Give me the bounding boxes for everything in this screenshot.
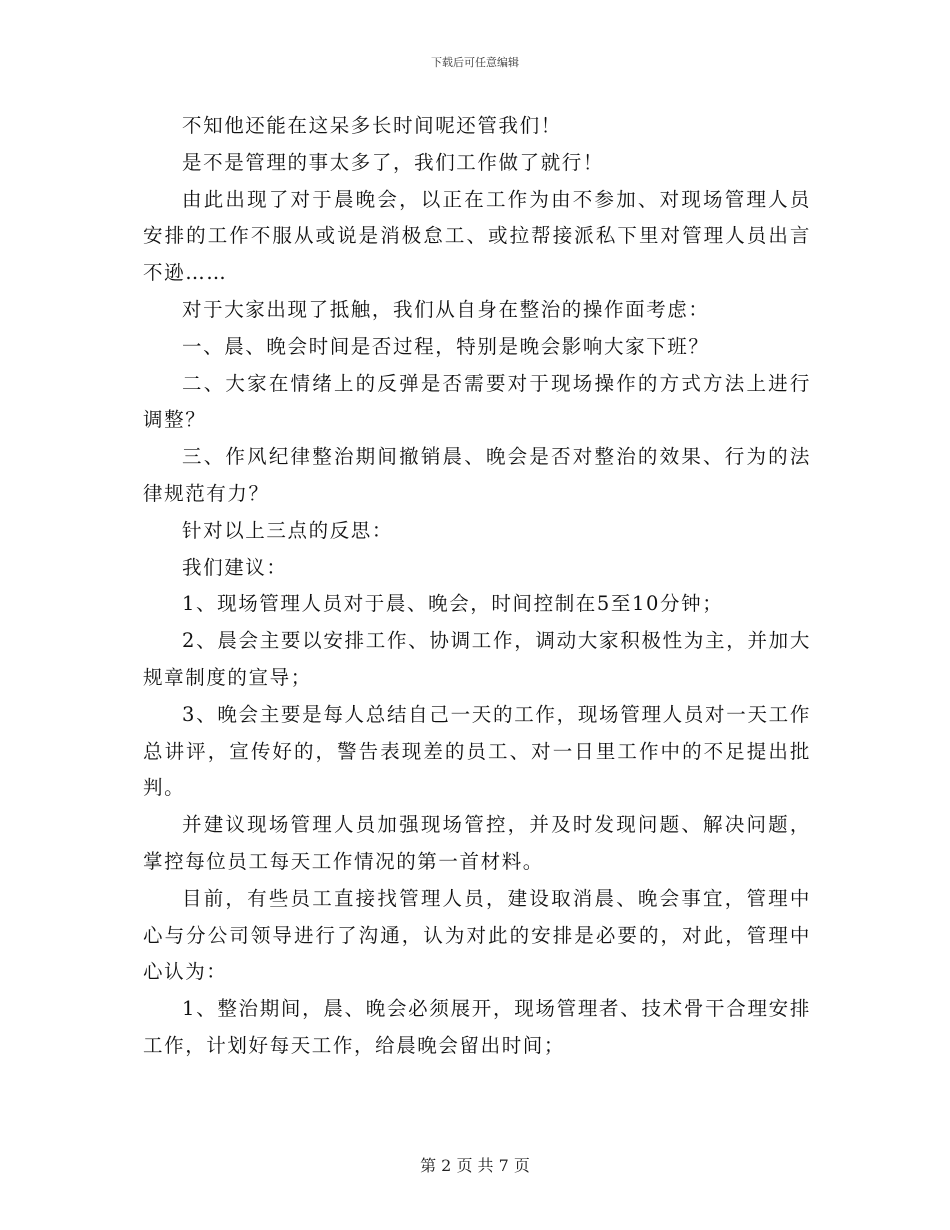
paragraph-8: 针对以上三点的反思： bbox=[182, 518, 394, 542]
document-body bbox=[143, 108, 811, 1065]
paragraph-1: 不知他还能在这呆多长时间呢还管我们！ bbox=[182, 114, 562, 137]
page-header: 下载后可任意编辑 bbox=[431, 56, 519, 69]
paragraph-9: 我们建议： bbox=[182, 555, 288, 579]
paragraph-15: 1、整治期间，晨、晚会必须展开，现场管理者、技术骨干合理安排工作，计划好每天工作，给晨晚会留出时间； bbox=[143, 997, 811, 1057]
paragraph-6: 二、大家在情绪上的反弹是否需要对于现场操作的方式方法上进行调整？ bbox=[143, 371, 811, 432]
paragraph-10: 1、现场管理人员对于晨、晚会，时间控制在5至10分钟； bbox=[182, 592, 724, 616]
paragraph-14: 目前，有些员工直接找管理人员，建设取消晨、晚会事宜，管理中心与分公司领导进行了沟通，认为对此的安排是必要的，对此，管理中心认为： bbox=[143, 886, 811, 984]
paragraph-11: 2、晨会主要以安排工作、协调工作，调动大家积极性为主，并加大规章制度的宣导； bbox=[143, 629, 811, 689]
paragraph-12: 3、晚会主要是每人总结自己一天的工作，现场管理人员对一天工作总讲评，宣传好的，警告表现差的员工、对一日里工作中的不足提出批判。 bbox=[143, 702, 811, 800]
page-footer: 第 2 页 共 7 页 bbox=[420, 1156, 530, 1175]
paragraph-4: 对于大家出现了抵触，我们从自身在整治的操作面考虑： bbox=[182, 297, 710, 321]
paragraph-2: 是不是管理的事太多了，我们工作做了就行！ bbox=[182, 150, 605, 174]
paragraph-3: 由此出现了对于晨晚会，以正在工作为由不参加、对现场管理人员安排的工作不服从或说是消极怠工、或拉帮接派私下里对管理人员出言不逊…… bbox=[143, 187, 811, 285]
paragraph-5: 一、晨、晚会时间是否过程，特别是晚会影响大家下班？ bbox=[182, 334, 710, 358]
paragraph-13: 并建议现场管理人员加强现场管控，并及时发现问题、解决问题，掌控每位员工每天工作情况的第一首材料。 bbox=[143, 813, 811, 873]
paragraph-7: 三、作风纪律整治期间撤销晨、晚会是否对整治的效果、行为的法律规范有力？ bbox=[143, 445, 811, 505]
